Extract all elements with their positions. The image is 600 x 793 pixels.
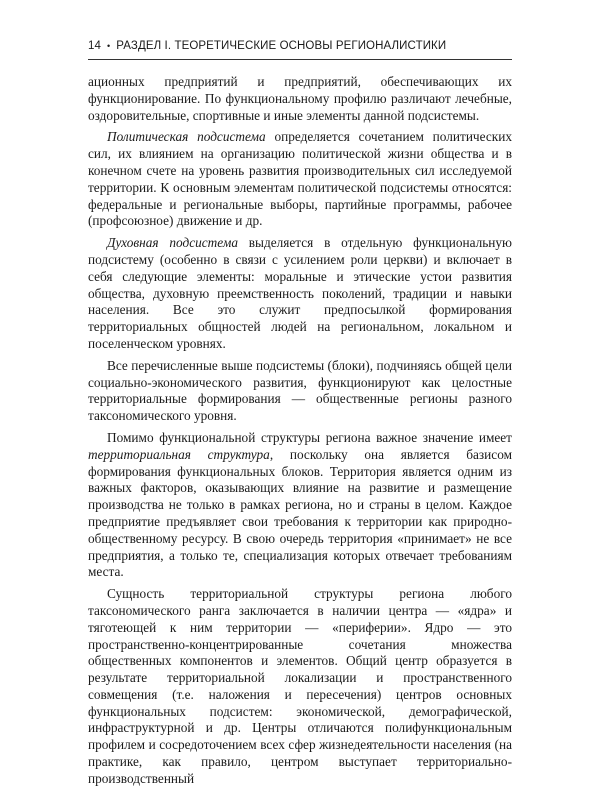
- term-territorial-structure: территориальная структура: [88, 446, 270, 462]
- paragraph-4-text: Все перечисленные выше подсистемы (блоки), подчиняясь общей цели социально-экономического развития, функционируют как целостные территориальные формирования — общественные регионы разного таксономического уровня.: [88, 357, 512, 424]
- term-spiritual-subsystem: Духовная подсистема: [107, 235, 238, 251]
- paragraph-5: [88, 430, 512, 581]
- running-header: [88, 40, 512, 60]
- bullet-separator-icon: •: [107, 41, 111, 51]
- paragraph-1-text: ационных предприятий и предприятий, обеспечивающих их функционирование. По функциональному профилю различают лечебные, оздоровительные, спортивные и иные элементы данной подсистемы.: [88, 74, 512, 123]
- paragraph-2: [88, 129, 512, 230]
- paragraph-5-pre: Помимо функциональной структуры региона важное значение имеет: [107, 429, 512, 445]
- section-title: РАЗДЕЛ I. ТЕОРЕТИЧЕСКИЕ ОСНОВЫ РЕГИОНАЛИСТИКИ: [116, 40, 447, 52]
- paragraph-6: [88, 586, 512, 788]
- paragraph-1: [88, 74, 512, 124]
- paragraph-3-text: выделяется в отдельную функциональную подсистему (особенно в связи с усилением роли церкви) и включает в себя следующие элементы: моральные и этические устои развития общества, духовную преемственность поколений, традиции и навыки населения. Все это служит предпосылкой формирования территориальных общностей людей на региональном, локальном и поселенческом уровнях.: [88, 235, 512, 351]
- paragraph-6-text: Сущность территориальной структуры региона любого таксономического ранга заключается в наличии центра — «ядра» и тяготеющей к ним территории — «периферии». Ядро — это пространственно-концентрированные сочетания множества общественных компонентов и элементов. Общий центр образуется в результате территориальной локализации и пространственного совмещения (т.е. наложения и пересечения) центров основных функциональных подсистем: экономической, демографической, инфраструктурной и др. Центры отличаются полифункциональным профилем и сосредоточением всех сфер жизнедеятельности населения (на практике, как правило, центром выступает территориально-производственный: [88, 586, 512, 786]
- paragraph-4: [88, 358, 512, 425]
- book-page: [88, 40, 512, 793]
- paragraph-2-text: определяется сочетанием политических сил, их влиянием на организацию политической жизни общества и в конечном счете на уровень развития производительных сил исследуемой территории. К основным элементам политической подсистемы относятся: федеральные и региональные выборы, партийные программы, рабочее (профсоюзное) движение и др.: [88, 129, 512, 229]
- page-number: 14: [88, 40, 101, 52]
- term-political-subsystem: Политическая подсистема: [107, 129, 266, 145]
- paragraph-5-post: , поскольку она является базисом формирования функциональных блоков. Территория является одним из важных факторов, оказывающих влияние на развитие и размещение производства не только в рамках региона, но и страны в целом. Каждое предприятие предъявляет свои требования к территории как природно-общественному ресурсу. В свою очередь территория «принимает» не все предприятия, а только те, специализация которых отвечает требованиям места.: [88, 446, 513, 580]
- body-text: [88, 74, 512, 788]
- paragraph-3: [88, 235, 512, 353]
